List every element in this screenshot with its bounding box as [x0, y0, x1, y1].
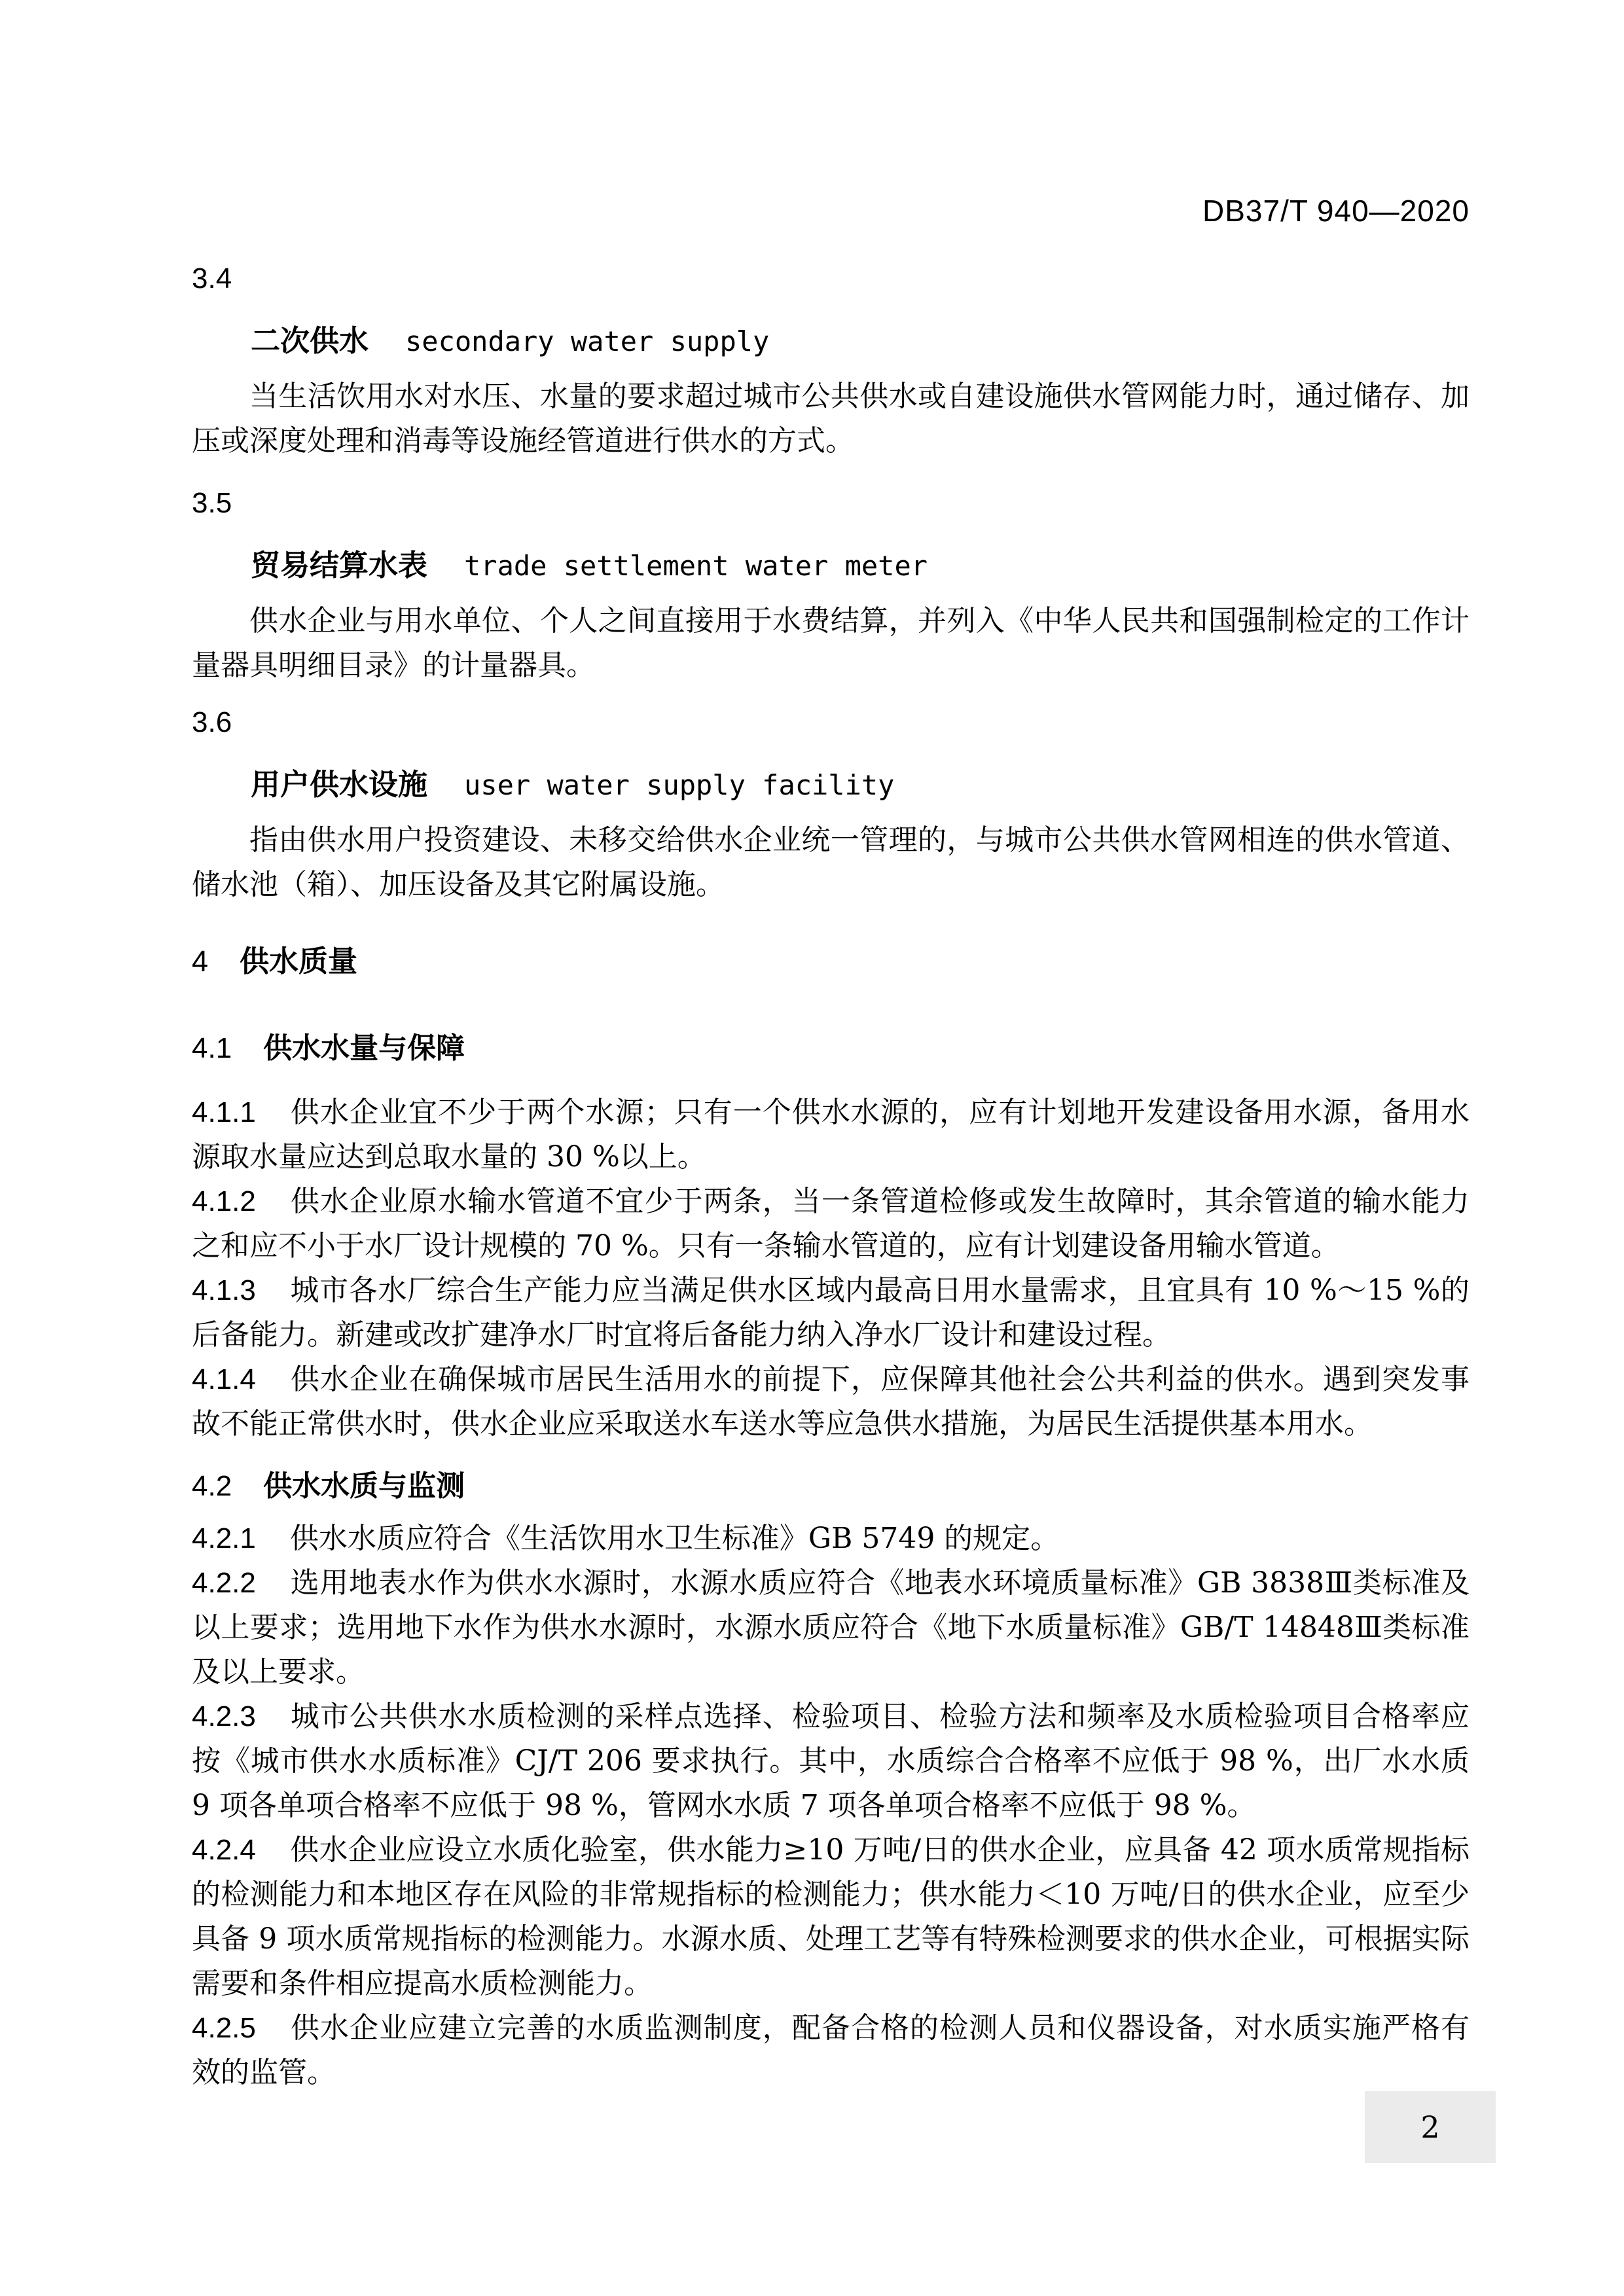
term-en: secondary water supply: [405, 325, 770, 357]
clause: [192, 1828, 1470, 2006]
term-number: 3.5: [192, 487, 232, 519]
term-definition: 当生活饮用水对水压、水量的要求超过城市公共供水或自建设施供水管网能力时，通过储存、加压或深度处理和消毒等设施经管道进行供水的方式。: [192, 380, 1470, 457]
term-heading: [192, 762, 1470, 814]
clause-text: 选用地表水作为供水水源时，水源水质应符合《地表水环境质量标准》GB 3838Ⅲ类标准及以上要求；选用地下水作为供水水源时，水源水质应符合《地下水质量标准》GB/T 14848Ⅲ类标准及以上要求。: [192, 1566, 1470, 1689]
clause: [192, 1357, 1470, 1446]
clause-text: 供水企业宜不少于两个水源；只有一个供水水源的，应有计划地开发建设备用水源，备用水源取水量应达到总取水量的 30 %以上。: [192, 1096, 1470, 1174]
chapter-heading: [192, 939, 1470, 984]
clause-group-4-2: [192, 1516, 1470, 2095]
section-heading: [192, 1026, 1470, 1071]
section-title: 供水水质与监测: [263, 1469, 465, 1503]
chapter-number: 4: [192, 944, 209, 978]
section-number: 4.2: [192, 1470, 232, 1502]
term-zh: 二次供水: [251, 323, 369, 358]
clause-number: 4.2.3: [192, 1700, 256, 1732]
clause-number: 4.1.1: [192, 1096, 256, 1128]
term-zh: 贸易结算水表: [251, 548, 428, 583]
chapter-title: 供水质量: [240, 944, 358, 978]
clause-number: 4.2.4: [192, 1834, 256, 1866]
term-en: user water supply facility: [464, 769, 895, 801]
term-definition: 指由供水用户投资建设、未移交给供水企业统一管理的，与城市公共供水管网相连的供水管道、储水池（箱）、加压设备及其它附属设施。: [192, 823, 1470, 901]
clause: [192, 1268, 1470, 1357]
clause-text: 供水水质应符合《生活饮用水卫生标准》GB 5749 的规定。: [289, 1522, 1060, 1555]
section-number: 4.1: [192, 1032, 232, 1064]
section-heading: [192, 1464, 1470, 1509]
section-title: 供水水量与保障: [263, 1031, 465, 1065]
standard-number-header: DB37/T 940—2020: [1202, 194, 1470, 228]
clause-number: 4.2.5: [192, 2012, 256, 2044]
term-heading: [192, 319, 1470, 370]
term-number: 3.6: [192, 706, 232, 738]
clause: [192, 1695, 1470, 1828]
term-number: 3.4: [192, 262, 232, 295]
clause: [192, 2006, 1470, 2095]
clause: [192, 1179, 1470, 1268]
clause-number: 4.1.4: [192, 1363, 256, 1395]
clause-group-4-1: [192, 1090, 1470, 1446]
document-body: [192, 257, 1470, 2095]
term-definition: 供水企业与用水单位、个人之间直接用于水费结算，并列入《中华人民共和国强制检定的工作计量器具明细目录》的计量器具。: [192, 604, 1470, 682]
clause-number: 4.2.2: [192, 1567, 256, 1599]
clause-text: 城市公共供水水质检测的采样点选择、检验项目、检验方法和频率及水质检验项目合格率应按《城市供水水质标准》CJ/T 206 要求执行。其中，水质综合合格率不应低于 98 %，出厂水水质 9 项各单项合格率不应低于 98 %，管网水水质 7 项各单项合格率不应低于 98 %。: [192, 1700, 1470, 1822]
clause-number: 4.1.3: [192, 1274, 256, 1306]
clause: [192, 1516, 1470, 1561]
page-footer: [1365, 2091, 1496, 2163]
clause-number: 4.2.1: [192, 1522, 256, 1554]
clause: [192, 1561, 1470, 1695]
clause-text: 供水企业原水输水管道不宜少于两条，当一条管道检修或发生故障时，其余管道的输水能力之和应不小于水厂设计规模的 70 %。只有一条输水管道的，应有计划建设备用输水管道。: [192, 1185, 1470, 1263]
term-en: trade settlement water meter: [464, 550, 928, 582]
clause: [192, 1090, 1470, 1179]
term-heading: [192, 543, 1470, 594]
clause-text: 供水企业在确保城市居民生活用水的前提下，应保障其他社会公共利益的供水。遇到突发事故不能正常供水时，供水企业应采取送水车送水等应急供水措施，为居民生活提供基本用水。: [192, 1363, 1470, 1441]
page-number: 2: [1420, 2109, 1440, 2145]
clause-text: 城市各水厂综合生产能力应当满足供水区域内最高日用水量需求，且宜具有 10 %～15 %的后备能力。新建或改扩建净水厂时宜将后备能力纳入净水厂设计和建设过程。: [192, 1274, 1470, 1352]
clause-text: 供水企业应建立完善的水质监测制度，配备合格的检测人员和仪器设备，对水质实施严格有效的监管。: [192, 2011, 1470, 2089]
clause-number: 4.1.2: [192, 1185, 256, 1217]
term-zh: 用户供水设施: [251, 767, 428, 802]
clause-text: 供水企业应设立水质化验室，供水能力≥10 万吨/日的供水企业，应具备 42 项水质常规指标的检测能力和本地区存在风险的非常规指标的检测能力；供水能力＜10 万吨/日的供水企业，应至少具备 9 项水质常规指标的检测能力。水源水质、处理工艺等有特殊检测要求的供水企业，可根据实际需要和条件相应提高水质检测能力。: [192, 1833, 1470, 2000]
